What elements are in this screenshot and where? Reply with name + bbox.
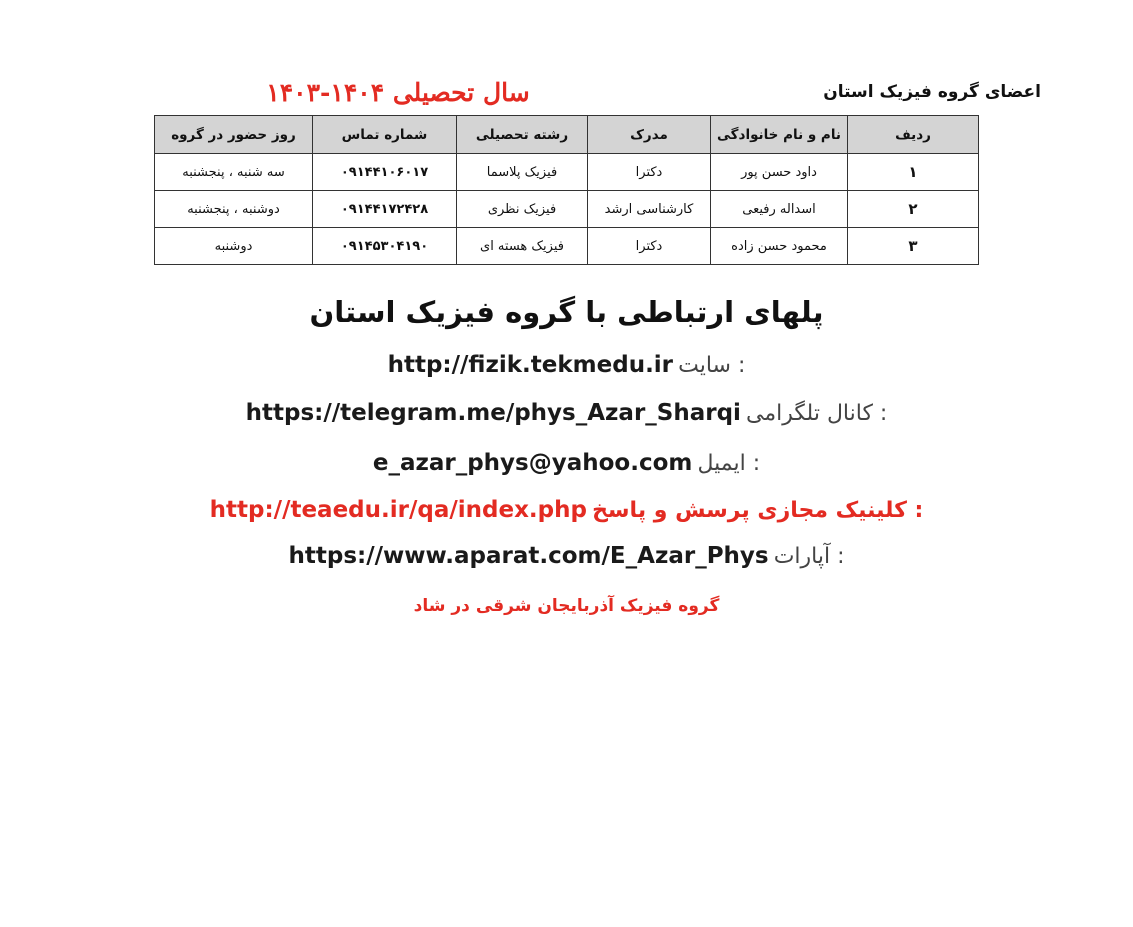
cell-days: دوشنبه xyxy=(155,228,313,265)
shad-group-footer: گروه فیزیک آذربایجان شرقی در شاد xyxy=(413,596,720,616)
cell-name: اسداله رفیعی xyxy=(711,191,848,228)
email-line xyxy=(0,450,1133,476)
cell-name: محمود حسن زاده xyxy=(711,228,848,265)
cell-field: فیزیک هسته ای xyxy=(457,228,588,265)
email-label: : ایمیل xyxy=(697,451,761,476)
telegram-label: : کانال تلگرامی xyxy=(746,401,888,426)
cell-degree: دکترا xyxy=(588,228,711,265)
website-line xyxy=(0,352,1133,378)
cell-degree: کارشناسی ارشد xyxy=(588,191,711,228)
cell-name: داود حسن پور xyxy=(711,154,848,191)
cell-index: ۲ xyxy=(848,191,979,228)
table-row xyxy=(155,191,979,228)
members-heading: اعضای گروه فیزیک استان xyxy=(823,82,1041,102)
cell-phone: ۰۹۱۴۴۱۰۶۰۱۷ xyxy=(313,154,457,191)
telegram-line xyxy=(0,400,1133,426)
clinic-line xyxy=(0,497,1133,523)
col-header-field: رشته تحصیلی xyxy=(457,116,588,154)
col-header-days: روز حضور در گروه xyxy=(155,116,313,154)
clinic-label: : کلینیک مجازی پرسش و پاسخ xyxy=(592,498,924,523)
cell-days: سه شنبه ، پنجشنبه xyxy=(155,154,313,191)
telegram-link[interactable]: https://telegram.me/phys_Azar_Sharqi xyxy=(245,400,741,426)
cell-field: فیزیک نظری xyxy=(457,191,588,228)
table-row xyxy=(155,154,979,191)
members-table xyxy=(154,115,979,265)
col-header-name: نام و نام خانوادگی xyxy=(711,116,848,154)
aparat-label: : آپارات xyxy=(773,544,845,569)
col-header-degree: مدرک xyxy=(588,116,711,154)
website-label: : سایت xyxy=(678,353,746,378)
table-header-row xyxy=(155,116,979,154)
aparat-link[interactable]: https://www.aparat.com/E_Azar_Phys xyxy=(288,543,769,569)
clinic-link[interactable]: http://teaedu.ir/qa/index.php xyxy=(209,497,587,523)
cell-phone: ۰۹۱۴۵۳۰۴۱۹۰ xyxy=(313,228,457,265)
academic-year-title: سال تحصیلی ۱۴۰۴-۱۴۰۳ xyxy=(266,78,530,107)
links-title: پلهای ارتباطی با گروه فیزیک استان xyxy=(309,295,824,329)
cell-index: ۱ xyxy=(848,154,979,191)
col-header-phone: شماره تماس xyxy=(313,116,457,154)
email-link[interactable]: e_azar_phys@yahoo.com xyxy=(372,450,693,476)
cell-degree: دکترا xyxy=(588,154,711,191)
cell-days: دوشنبه ، پنجشنبه xyxy=(155,191,313,228)
table-row xyxy=(155,228,979,265)
aparat-line xyxy=(0,543,1133,569)
website-link[interactable]: http://fizik.tekmedu.ir xyxy=(387,352,674,378)
col-header-index: ردیف xyxy=(848,116,979,154)
cell-phone: ۰۹۱۴۴۱۷۲۴۲۸ xyxy=(313,191,457,228)
cell-field: فیزیک پلاسما xyxy=(457,154,588,191)
cell-index: ۳ xyxy=(848,228,979,265)
